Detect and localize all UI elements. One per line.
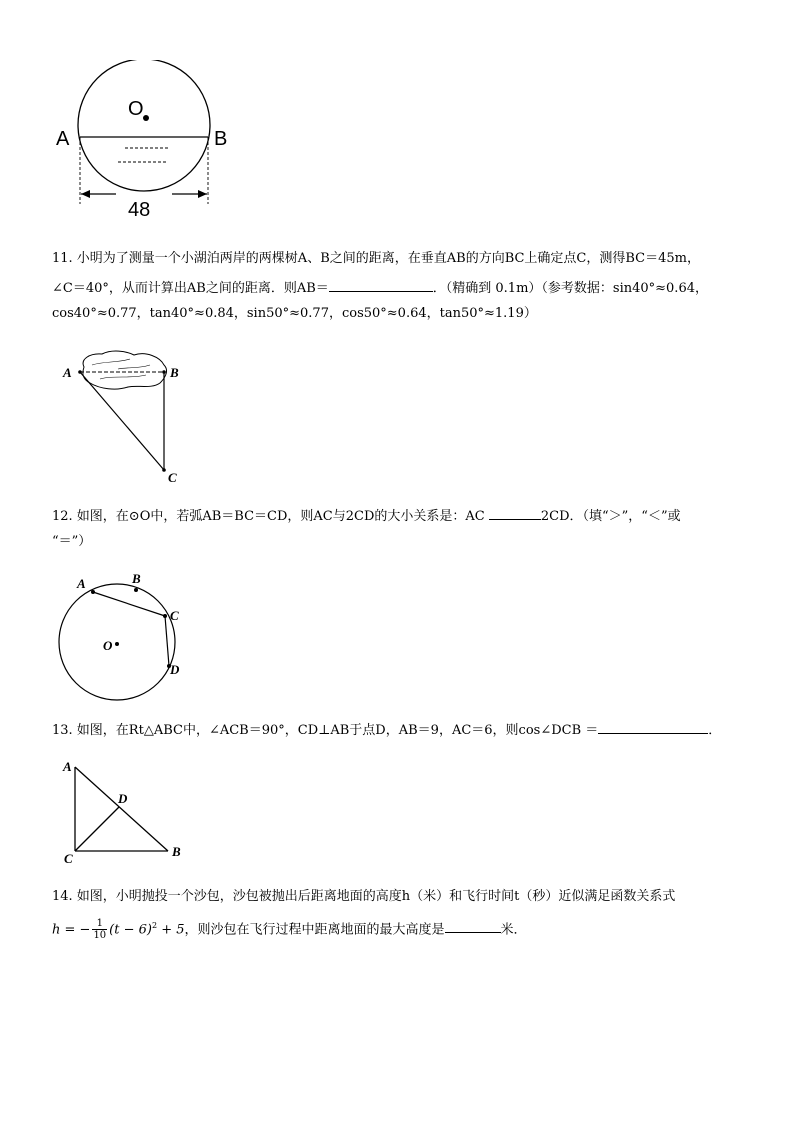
label-c: C	[170, 608, 179, 623]
formula-h: h = −	[52, 922, 91, 938]
label-d: D	[118, 791, 128, 806]
point-a	[78, 370, 82, 374]
formula-tail: + 5	[157, 922, 185, 938]
q11-line1: 11. 小明为了测量一个小湖泊两岸的两棵树A、B之间的距离，在垂直AB的方向BC上确定点C，测得BC＝45m，	[52, 251, 700, 266]
label-b: B	[132, 571, 141, 586]
q12-line1-post: 2CD．（填“＞”，“＜”或	[540, 509, 681, 524]
q11-answer-blank[interactable]	[329, 278, 433, 292]
q11-line2-post: ．（精确到 0.1m）（参考数据：sin40°≈0.64，	[432, 281, 708, 296]
q11-line3: cos40°≈0.77，tan40°≈0.84，sin50°≈0.77，cos50°≈0.64，tan50°≈1.19）	[52, 306, 537, 321]
lake-ripples	[92, 359, 150, 379]
q13-line	[52, 720, 721, 740]
q12-line2: “＝”）	[52, 534, 92, 549]
segment-ab	[75, 767, 168, 851]
lake-outline	[83, 351, 167, 389]
formula-denominator: 10	[93, 930, 107, 942]
point-b	[162, 370, 166, 374]
chord-cd	[165, 616, 169, 666]
segment-cd	[75, 807, 119, 851]
label-b: B	[170, 365, 179, 380]
point-c	[162, 468, 166, 472]
label-d: D	[170, 662, 180, 677]
right-triangle-figure	[60, 755, 190, 865]
label-a: A	[77, 576, 86, 591]
center-point	[143, 115, 149, 121]
lake-figure	[60, 345, 200, 490]
formula-numerator: 1	[92, 918, 107, 930]
q13-line-post: ．	[708, 723, 722, 738]
point-b	[134, 588, 138, 592]
circle-arcs-figure	[55, 570, 195, 710]
q13-answer-blank[interactable]	[598, 720, 708, 734]
label-a: A	[56, 128, 70, 150]
label-o: O	[103, 638, 113, 653]
point-o	[115, 642, 119, 646]
formula-fraction	[92, 918, 107, 941]
q11-line2-pre: ∠C＝40°，从而计算出AB之间的距离．则AB＝	[52, 281, 329, 296]
label-b: B	[172, 844, 181, 859]
circle	[78, 60, 210, 191]
chord-ac	[93, 592, 165, 616]
q14-line1: 14. 如图，小明抛投一个沙包，沙包被抛出后距离地面的高度h（米）和飞行时间t（秒）近似满足函数关系式	[52, 889, 676, 904]
q13-line-pre: 13. 如图，在Rt△ABC中，∠ACB＝90°，CD⊥AB于点D，AB＝9，AC＝6，则cos∠DCB ＝	[52, 723, 599, 738]
q11-line2	[52, 278, 708, 298]
label-b: B	[214, 128, 228, 150]
point-c	[163, 614, 167, 618]
point-a	[91, 590, 95, 594]
q12-line1-pre: 12. 如图，在⊙O中，若弧AB＝BC＝CD，则AC与2CD的大小关系是：AC	[52, 509, 489, 524]
dim-arrow-right	[198, 190, 207, 198]
q12-answer-blank[interactable]	[489, 506, 541, 520]
label-c: C	[64, 851, 73, 865]
formula-body: (t − 6)	[109, 922, 152, 938]
formula-exponent: 2	[151, 921, 158, 930]
label-c: C	[168, 470, 177, 485]
q14-answer-blank[interactable]	[445, 919, 501, 933]
segment-ac	[80, 372, 164, 470]
label-a: A	[63, 759, 72, 774]
q14-line2-post: ，则沙包在飞行过程中距离地面的最大高度是	[184, 922, 445, 938]
width-value: 48	[128, 199, 151, 221]
label-a: A	[63, 365, 72, 380]
q14-line2	[52, 914, 527, 942]
q12-line1	[52, 506, 681, 526]
dim-arrow-left	[81, 190, 90, 198]
label-o: O	[128, 98, 144, 120]
q14-line2-end: 米．	[500, 922, 527, 938]
circle-water-figure	[50, 60, 250, 225]
